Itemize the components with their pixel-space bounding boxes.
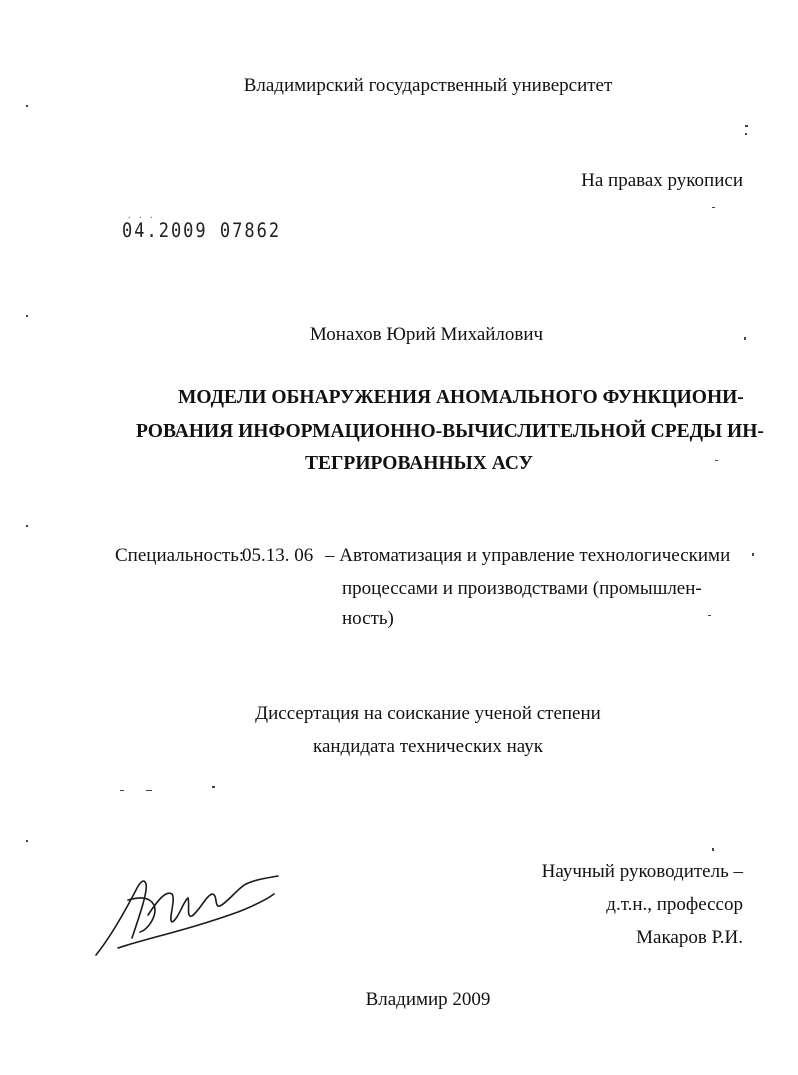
title-line-3: ТЕГРИРОВАННЫХ АСУ <box>304 453 533 474</box>
handwritten-signature <box>88 860 288 965</box>
scan-speck <box>745 125 748 127</box>
university-name: Владимирский государственный университет <box>243 75 613 96</box>
specialty-text-line-2: процессами и производствами (промышлен- <box>342 578 702 599</box>
specialty-code: 05.13. 06 <box>242 545 314 566</box>
specialty-text-line-1: – Автоматизация и управление технологическими <box>325 545 731 566</box>
rights-notice: На правах рукописи <box>581 170 743 191</box>
scan-speck <box>712 848 714 851</box>
scan-speck <box>708 615 711 616</box>
stamp-dots: . . . <box>128 210 156 221</box>
title-line-2: РОВАНИЯ ИНФОРМАЦИОННО-ВЫЧИСЛИТЕЛЬНОЙ СРЕДЫ ИН- <box>136 421 764 442</box>
scan-speck <box>26 840 28 842</box>
scan-speck <box>745 133 747 135</box>
scan-speck <box>120 790 124 791</box>
registration-stamp: 04.2009 07862 <box>122 219 282 243</box>
specialty-label: Специальность: <box>115 545 245 566</box>
scan-speck <box>26 525 28 527</box>
supervisor-name: Макаров Р.И. <box>636 927 743 948</box>
city-year: Владимир 2009 <box>365 989 491 1010</box>
scan-speck <box>715 460 718 461</box>
supervisor-degree: д.т.н., профессор <box>606 894 743 915</box>
scan-speck <box>26 105 28 107</box>
author-name: Монахов Юрий Михайлович <box>309 324 544 345</box>
dissertation-line-2: кандидата технических наук <box>313 736 543 757</box>
supervisor-label: Научный руководитель – <box>541 861 743 882</box>
scan-speck <box>212 786 215 788</box>
title-line-1: МОДЕЛИ ОБНАРУЖЕНИЯ АНОМАЛЬНОГО ФУНКЦИОНИ- <box>178 387 744 408</box>
scan-speck <box>146 790 152 791</box>
scan-speck <box>712 207 715 208</box>
dissertation-line-1: Диссертация на соискание ученой степени <box>255 703 601 724</box>
scan-speck <box>752 553 754 556</box>
specialty-text-line-3: ность) <box>342 608 394 629</box>
scan-speck <box>26 315 28 317</box>
scan-speck <box>744 337 746 340</box>
